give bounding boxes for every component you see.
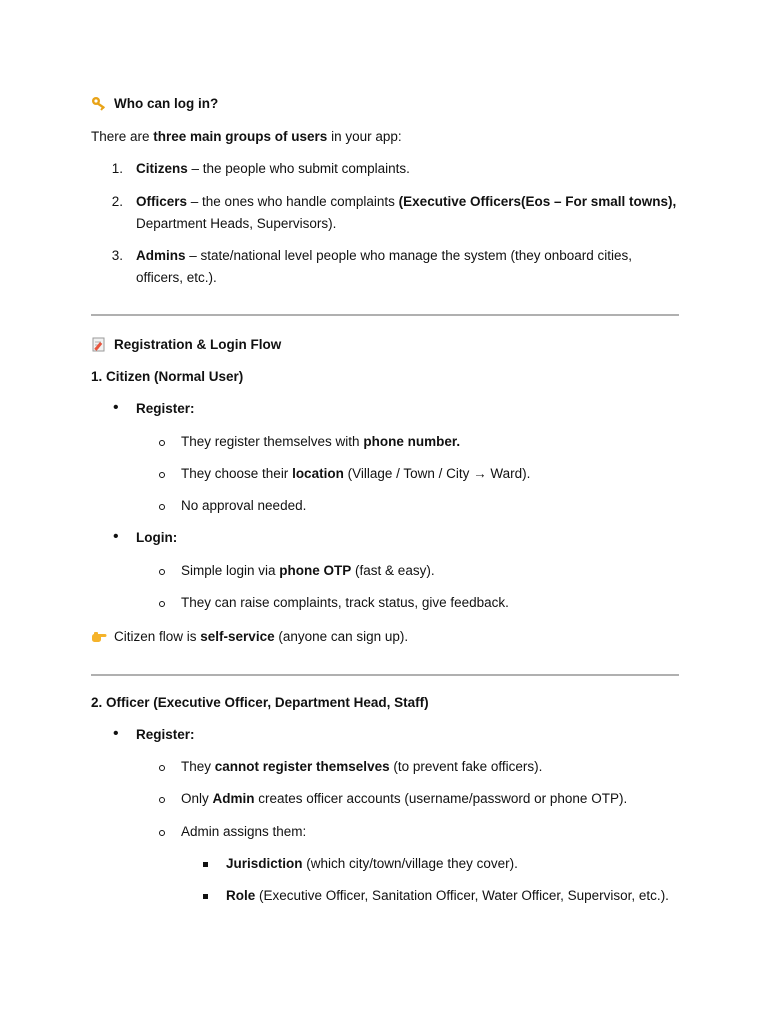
officer-register-item: • Register:	[113, 726, 195, 744]
assign-item-jurisdiction: Jurisdiction (which city/town/village they cover).	[203, 855, 518, 873]
citizen-register-sub-1: They register themselves with phone number.	[159, 433, 460, 451]
citizen-login-sub-2: They can raise complaints, track status, give feedback.	[159, 594, 509, 612]
divider	[91, 314, 679, 316]
assign-item-role: Role (Executive Officer, Sanitation Officer, Water Officer, Supervisor, etc.).	[203, 887, 669, 905]
memo-icon	[91, 336, 107, 352]
officer-title: 2. Officer (Executive Officer, Department Head, Staff)	[91, 695, 429, 710]
citizen-register-sub-2: They choose their location (Village / Town / City → Ward).	[159, 465, 530, 483]
citizen-login-item: • Login:	[113, 529, 177, 547]
who-heading: Who can log in?	[91, 95, 218, 113]
officer-register-sub-3: Admin assigns them:	[159, 823, 306, 841]
group-item-admins-cont: officers, etc.).	[136, 270, 217, 285]
intro-text: There are three main groups of users in your app:	[91, 129, 402, 144]
citizen-register-item: • Register:	[113, 400, 195, 418]
flow-heading: Registration & Login Flow	[91, 336, 281, 354]
divider	[91, 674, 679, 676]
group-item-citizens: 1. Citizens – the people who submit complaints.	[111, 161, 410, 176]
citizen-login-sub-1: Simple login via phone OTP (fast & easy).	[159, 562, 435, 580]
group-item-officers-cont: Department Heads, Supervisors).	[136, 216, 337, 231]
citizen-title: 1. Citizen (Normal User)	[91, 369, 244, 384]
bullet	[113, 399, 119, 417]
pointing-hand-icon	[91, 628, 107, 644]
citizen-note: Citizen flow is self-service (anyone can sign up).	[91, 628, 408, 646]
group-item-officers: 2. Officers – the ones who handle complaints (Executive Officers(Eos – For small towns),	[111, 194, 677, 209]
group-item-admins: 3. Admins – state/national level people who manage the system (they onboard cities,	[111, 248, 633, 263]
officer-register-sub-1: They cannot register themselves (to prevent fake officers).	[159, 758, 542, 776]
citizen-register-sub-3: No approval needed.	[159, 497, 306, 515]
officer-register-sub-2: Only Admin creates officer accounts (username/password or phone OTP).	[159, 790, 627, 808]
key-icon	[91, 95, 107, 111]
